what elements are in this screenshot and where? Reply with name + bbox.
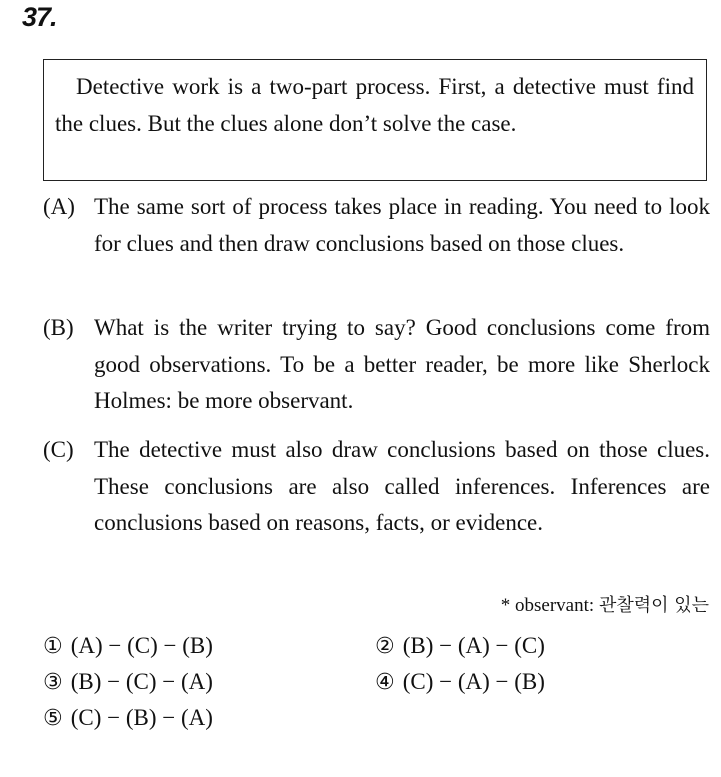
choice-2-marker: ②: [375, 634, 395, 659]
choice-3-text: (B) − (C) − (A): [70, 669, 213, 694]
answer-choice-4[interactable]: [375, 669, 545, 695]
vocabulary-footnote: [501, 591, 709, 617]
answer-choice-3[interactable]: [43, 669, 213, 695]
paragraph-c: [43, 432, 710, 542]
paragraph-a-label: (A): [43, 194, 75, 219]
answer-choice-1[interactable]: [43, 633, 213, 659]
intro-passage-text: Detective work is a two-part process. First, a detective must find the clues. But the clues alone don’t solve the case.: [55, 74, 694, 136]
choice-2-text: (B) − (A) − (C): [402, 633, 545, 658]
paragraph-c-text: The detective must also draw conclusions based on those clues. These conclusions are also called inferences. Inferences are conclusions based on reasons, facts, or evidence.: [94, 437, 710, 535]
answer-choice-5[interactable]: [43, 705, 213, 731]
paragraph-b-text: What is the writer trying to say? Good conclusions come from good observations. To be a better reader, be more like Sherlock Holmes: be more observant.: [94, 315, 710, 413]
paragraph-b: [43, 310, 710, 420]
choice-5-marker: ⑤: [43, 706, 63, 731]
choice-3-marker: ③: [43, 670, 63, 695]
paragraph-c-label: (C): [43, 437, 74, 462]
paragraph-a-text: The same sort of process takes place in reading. You need to look for clues and then draw conclusions based on those clues.: [94, 194, 710, 256]
intro-passage-box: [43, 59, 707, 181]
choice-4-marker: ④: [375, 670, 395, 695]
choice-4-text: (C) − (A) − (B): [402, 669, 545, 694]
paragraph-a: [43, 189, 710, 262]
choice-1-text: (A) − (C) − (B): [70, 633, 213, 658]
question-number: 37.: [22, 2, 57, 32]
choice-5-text: (C) − (B) − (A): [70, 705, 213, 730]
paragraph-b-label: (B): [43, 315, 74, 340]
footnote-term: * observant:: [500, 595, 595, 616]
answer-choice-2[interactable]: [375, 633, 545, 659]
choice-1-marker: ①: [43, 634, 63, 659]
footnote-meaning: 관찰력이 있는: [598, 595, 709, 616]
